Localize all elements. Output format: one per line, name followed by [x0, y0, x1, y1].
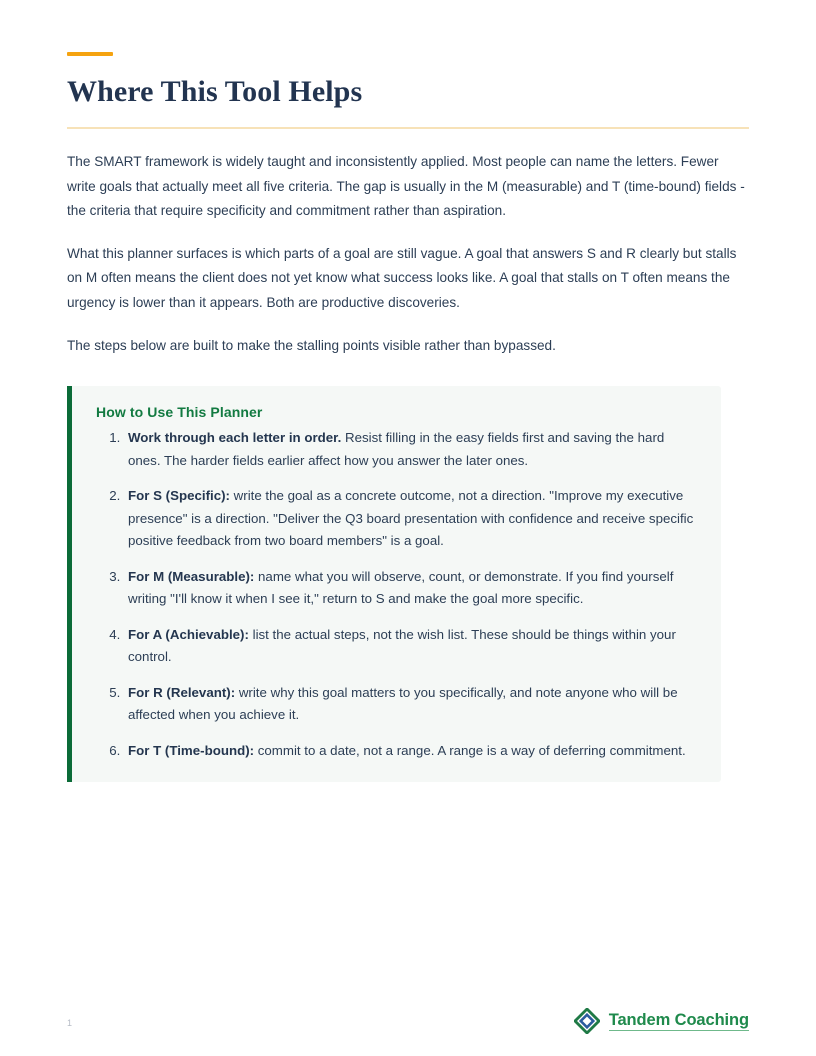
step-text: write the goal as a concrete outcome, not a direction. "Improve my executive presence" is a direction. "Deliver the Q3 board presentation with confidence and receive specific positive feedback from two board members" is a goal. [128, 488, 694, 549]
brand-name: Tandem Coaching [609, 1011, 749, 1031]
list-item [124, 427, 697, 472]
step-text: name what you will observe, count, or demonstrate. If you find yourself writing "I'll know it when I see it," return to S and make the goal more specific. [128, 568, 674, 607]
step-lead: For S (Specific): [128, 488, 230, 504]
step-lead: For M (Measurable): [128, 568, 255, 584]
callout-title: How to Use This Planner [96, 404, 263, 421]
intro-paragraph-2: What this planner surfaces is which parts of a goal are still vague. A goal that answers S and R clearly but stalls on M often means the client does not yet know what success looks like. A goal that stalls on T often means the urgency is lower than it appears. Both are productive discoveries. [67, 245, 737, 310]
page-content [67, 52, 749, 782]
brand-logo [574, 1008, 749, 1034]
steps-list [96, 427, 697, 762]
list-item [124, 682, 697, 727]
intro-paragraph-1: The SMART framework is widely taught and inconsistently applied. Most people can name the letters. Fewer write goals that actually meet all five criteria. The gap is usually in the M (measurable) and T (time-bound) fields - the criteria that require specificity and commitment rather than aspiration. [67, 154, 745, 219]
step-text: write why this goal matters to you specifically, and note anyone who will be affected when you achieve it. [128, 684, 678, 723]
page-number: 1 [67, 1018, 73, 1028]
step-lead: For R (Relevant): [128, 684, 236, 700]
intro-paragraph-3: The steps below are built to make the stalling points visible rather than bypassed. [67, 337, 556, 353]
page-footer [0, 986, 816, 1056]
title-accent-bar [67, 52, 113, 56]
intro-section [67, 150, 749, 358]
list-item [124, 624, 697, 669]
list-item [124, 740, 697, 763]
step-text: commit to a date, not a range. A range is a way of deferring commitment. [254, 742, 686, 758]
page-title: Where This Tool Helps [67, 75, 363, 108]
step-lead: For A (Achievable): [128, 626, 249, 642]
step-text: list the actual steps, not the wish list. These should be things within your control. [128, 626, 676, 665]
title-divider [67, 127, 749, 129]
step-lead: For T (Time-bound): [128, 742, 255, 758]
list-item [124, 566, 697, 611]
step-lead: Work through each letter in order. [128, 430, 342, 446]
tandem-diamond-icon [574, 1008, 600, 1034]
how-to-use-callout [67, 386, 721, 782]
step-text: Resist filling in the easy fields first and saving the hard ones. The harder fields earlier affect how you answer the later ones. [128, 430, 665, 468]
list-item [124, 485, 697, 553]
